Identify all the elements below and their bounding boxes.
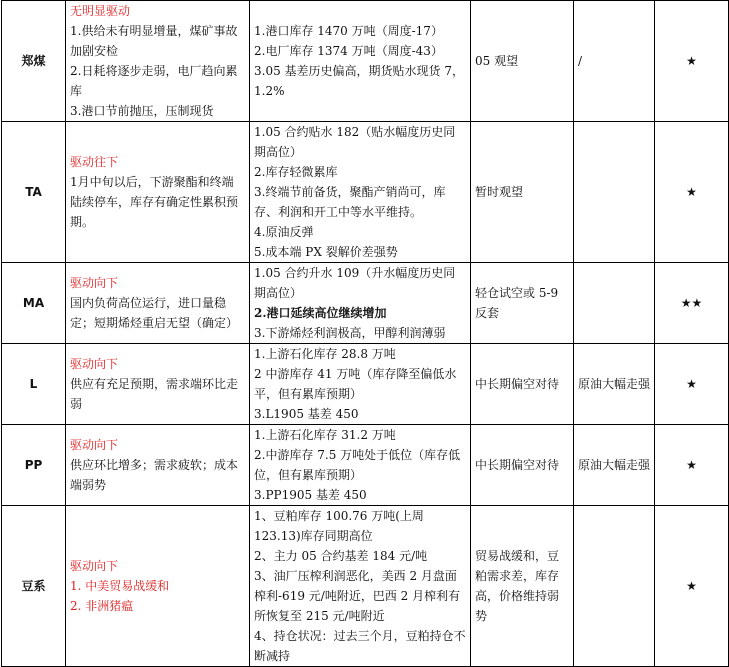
star-rating: ★ (655, 344, 729, 425)
note-cell (574, 506, 655, 667)
commodity-name: TA (2, 122, 66, 263)
table-row (2, 425, 729, 506)
stats-cell (250, 263, 471, 344)
note-cell: 原油大幅走强 (574, 344, 655, 425)
strategy-cell: 贸易战缓和，豆粕需求差，库存高，价格维持弱势 (471, 506, 574, 667)
note-cell: 原油大幅走强 (574, 425, 655, 506)
drive-cell (66, 425, 250, 506)
stat-line: 3.L1905 基差 450 (254, 407, 359, 421)
stat-line: 2 中游库存 41 万吨（库存降至偏低水平，但有累库预期） (254, 367, 457, 401)
star-rating: ★ (655, 122, 729, 263)
stat-line: 1.05 合约贴水 182（贴水幅度历史同期高位） (254, 125, 456, 159)
stat-line: 2.电厂库存 1374 万吨（周度-43） (254, 44, 443, 58)
table-row (2, 506, 729, 667)
strategy-cell: 中长期偏空对待 (471, 425, 574, 506)
drive-cell (66, 506, 250, 667)
drive-line: 3.港口节前抛压，压制现货 (70, 104, 214, 118)
drive-cell (66, 344, 250, 425)
stat-line: 1、豆粕库存 100.76 万吨(上周 123.13)库存同期高位 (254, 509, 424, 543)
futures-strategy-table (1, 0, 729, 667)
stat-line: 2、主力 05 合约基差 184 元/吨 (254, 549, 428, 563)
commodity-name: 豆系 (2, 506, 66, 667)
commodity-name: 郑煤 (2, 1, 66, 122)
stats-cell (250, 425, 471, 506)
stat-line: 3、油厂压榨利润恶化，美西 2 月盘面榨利-619 元/吨附近，巴西 2 月榨利有所恢复至 215 元/吨附近 (254, 569, 461, 623)
star-rating: ★ (655, 425, 729, 506)
stat-line: 1.上游石化库存 28.8 万吨 (254, 347, 396, 361)
drive-title: 无明显驱动 (70, 4, 131, 18)
drive-line: 国内负荷高位运行，进口量稳定；短期烯烃重启无望（确定） (70, 296, 239, 330)
commodity-name: MA (2, 263, 66, 344)
stat-line: 4、持仓状况：过去三个月，豆粕持仓不断减持 (254, 629, 466, 663)
star-rating: ★★ (655, 263, 729, 344)
table-row (2, 1, 729, 122)
stats-cell (250, 506, 471, 667)
drive-cell (66, 1, 250, 122)
table-row (2, 263, 729, 344)
drive-line: 1.供给未有明显增量，煤矿事故加剧安检 (70, 24, 238, 58)
stat-line: 2.库存轻微累库 (254, 165, 338, 179)
drive-title: 驱动往下 (70, 155, 119, 169)
stats-cell (250, 344, 471, 425)
stat-line: 3.下游烯烃利润极高，甲醇利润薄弱 (254, 326, 446, 340)
stats-cell (250, 1, 471, 122)
stat-line: 1.05 合约升水 109（升水幅度历史同期高位） (254, 266, 456, 300)
drive-line: 2. 非洲猪瘟 (70, 599, 134, 613)
star-rating: ★ (655, 506, 729, 667)
stat-line: 2.港口延续高位继续增加 (254, 306, 387, 320)
drive-line: 供应环比增多；需求疲软；成本端弱势 (70, 458, 239, 492)
drive-title: 驱动向下 (70, 559, 119, 573)
stat-line: 5.成本端 PX 裂解价差强势 (254, 245, 398, 259)
stat-line: 1.上游石化库存 31.2 万吨 (254, 428, 396, 442)
strategy-cell: 05 观望 (471, 1, 574, 122)
table-row (2, 122, 729, 263)
drive-line: 1. 中美贸易战缓和 (70, 579, 170, 593)
drive-title: 驱动向下 (70, 357, 119, 371)
drive-cell (66, 263, 250, 344)
strategy-cell: 轻仓试空或 5-9 反套 (471, 263, 574, 344)
drive-cell (66, 122, 250, 263)
note-cell (574, 122, 655, 263)
stat-line: 3.PP1905 基差 450 (254, 488, 367, 502)
drive-line: 2.日耗将逐步走弱，电厂趋向累库 (70, 64, 238, 98)
drive-line: 供应有充足预期，需求端环比走弱 (70, 377, 239, 411)
strategy-cell: 暂时观望 (471, 122, 574, 263)
stat-line: 2.中游库存 7.5 万吨处于低位（库存低位，但有累库预期） (254, 448, 461, 482)
table-row (2, 344, 729, 425)
star-rating: ★ (655, 1, 729, 122)
stat-line: 4.原油反弹 (254, 225, 314, 239)
stat-line: 1.港口库存 1470 万吨（周度-17） (254, 24, 443, 38)
stat-line: 3.05 基差历史偏高，期货贴水现货 7，1.2% (254, 64, 464, 98)
stats-cell (250, 122, 471, 263)
strategy-cell: 中长期偏空对待 (471, 344, 574, 425)
stat-line: 3.终端节前备货，聚酯产销尚可，库存、利润和开工中等水平维持。 (254, 185, 446, 219)
drive-title: 驱动向下 (70, 276, 119, 290)
drive-title: 驱动向下 (70, 438, 119, 452)
note-cell: / (574, 1, 655, 122)
note-cell (574, 263, 655, 344)
commodity-name: PP (2, 425, 66, 506)
drive-line: 1月中旬以后，下游聚酯和终端陆续停车，库存有确定性累积预期。 (70, 175, 239, 229)
commodity-name: L (2, 344, 66, 425)
